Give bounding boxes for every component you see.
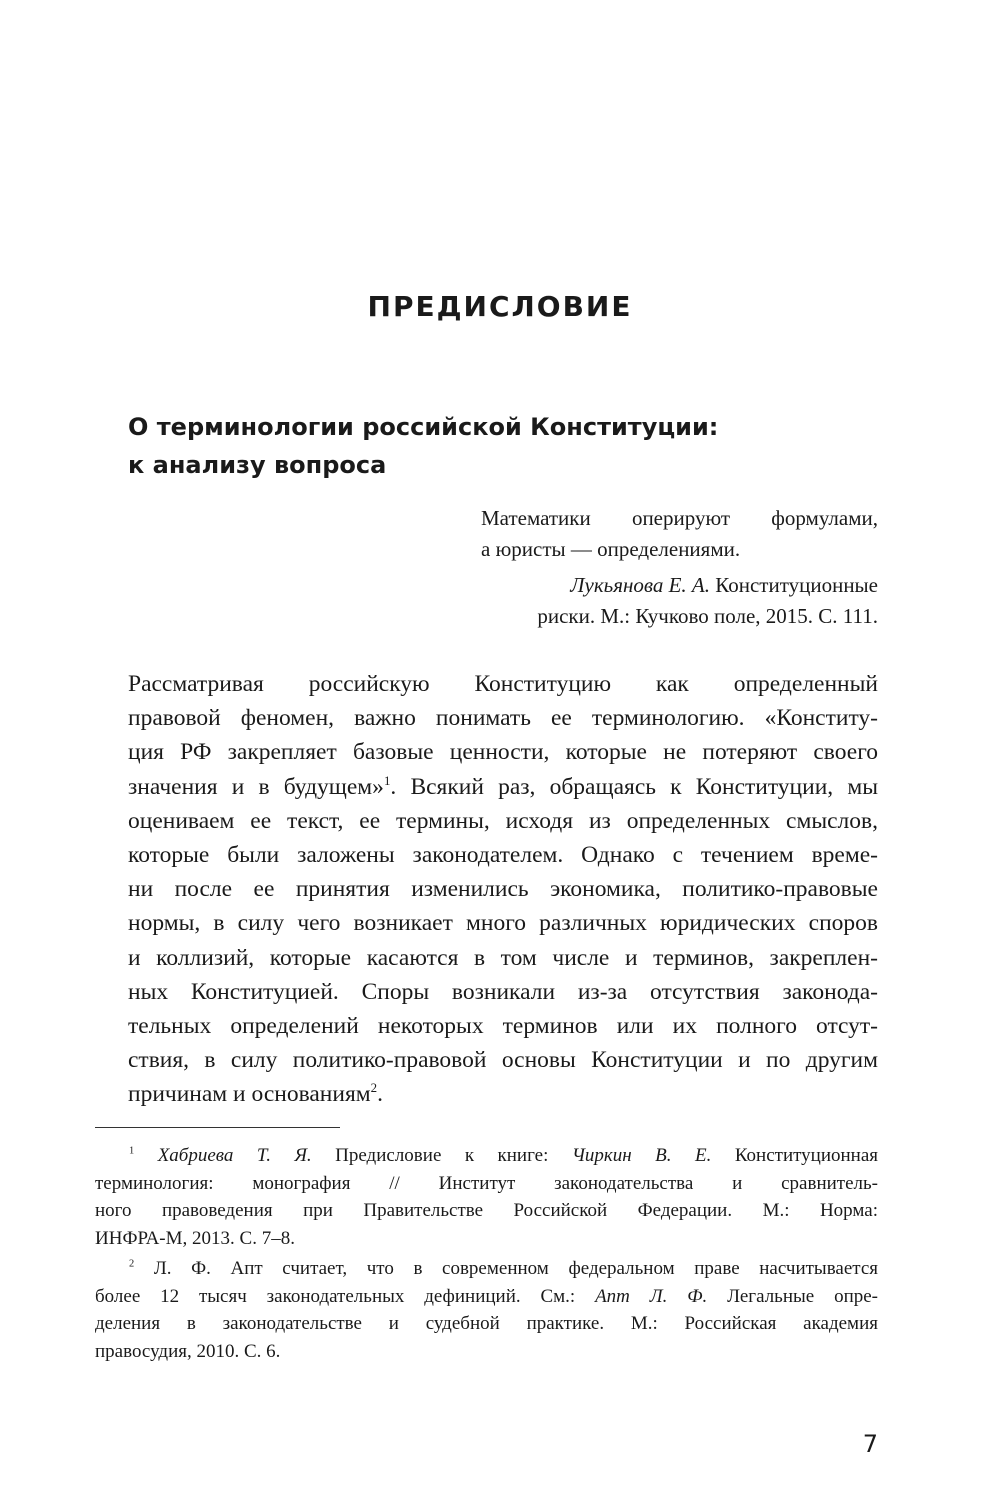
paragraph-line: которые были заложены законодателем. Однако с течением време-	[128, 842, 878, 869]
paragraph-line	[128, 770, 878, 804]
paragraph-line: ных Конституцией. Споры возникали из-за отсутствия законода-	[128, 978, 878, 1005]
footnote-line	[95, 1283, 878, 1311]
main-paragraph	[128, 667, 878, 1112]
paragraph-line	[128, 1077, 878, 1111]
section-title-line-1: О терминологии российской Конституции:	[128, 413, 719, 441]
paragraph-line: нормы, в силу чего возникает много различных юридических споров	[128, 910, 878, 937]
paragraph-text: . Всякий раз, обращаясь к Конституции, мы	[390, 773, 878, 800]
paragraph-line: Рассматривая российскую Конституцию как определенный	[128, 671, 878, 697]
footnote-2	[95, 1255, 878, 1283]
epigraph-source-line-2: риски. М.: Кучково поле, 2015. С. 111.	[537, 604, 878, 628]
footnote-2-marker: 2	[129, 1258, 135, 1270]
epigraph-source-title: Конституционные	[710, 573, 878, 597]
footnotes	[95, 1142, 878, 1365]
footnote-text: Легальные опре-	[707, 1285, 878, 1307]
paragraph-line: и коллизий, которые касаются в том числе и терминов, закреплен-	[128, 944, 878, 971]
epigraph-source-line-1	[481, 570, 878, 601]
paragraph-line: ция РФ закрепляет базовые ценности, которые не потеряют своего	[128, 739, 878, 766]
footnote-1	[95, 1142, 878, 1170]
epigraph-quote-line-1: Математики оперируют формулами,	[481, 506, 878, 530]
footnote-separator	[95, 1127, 340, 1128]
footnote-2-author: Апт Л. Ф.	[595, 1285, 708, 1307]
paragraph-line: ни после ее принятия изменились экономика, политико-правовые	[128, 876, 878, 903]
footnote-line: ного правоведения при Правительстве Российской Федерации. М.: Норма:	[95, 1200, 878, 1221]
paragraph-text: причинам и основаниям	[128, 1081, 371, 1108]
footnote-ref-1: 1	[383, 772, 391, 788]
section-title	[128, 408, 888, 484]
footnote-line: терминология: монография // Институт законодательства и сравнитель-	[95, 1172, 878, 1194]
footnote-ref-2: 2	[370, 1080, 378, 1096]
footnote-line: ИНФРА-М, 2013. С. 7–8.	[95, 1227, 295, 1249]
paragraph-line: правовой феномен, важно понимать ее терминологию. «Конститу-	[128, 705, 878, 732]
footnote-text: более 12 тысяч законодательных дефиниций. См.:	[95, 1285, 596, 1307]
footnote-1-author: Хабриева Т. Я.	[157, 1145, 312, 1166]
footnote-text: Предисловие к книге:	[311, 1145, 572, 1166]
paragraph-line: ствия, в силу политико-правовой основы Конституции и по другим	[128, 1047, 878, 1074]
paragraph-text: значения и в будущем»	[128, 773, 384, 800]
chapter-title: ПРЕДИСЛОВИЕ	[367, 290, 633, 323]
page-number: 7	[862, 1430, 878, 1458]
footnote-1-marker: 1	[129, 1145, 135, 1157]
footnote-line: правосудия, 2010. С. 6.	[95, 1340, 281, 1362]
paragraph-line: оцениваем ее текст, ее термины, исходя из определенных смыслов,	[128, 807, 878, 834]
paragraph-line: тельных определений некоторых терминов или их полного отсут-	[128, 1013, 878, 1040]
section-title-line-2: к анализу вопроса	[128, 451, 387, 479]
footnote-1-author-2: Чиркин В. Е.	[571, 1145, 712, 1166]
footnote-text: Л. Ф. Апт считает, что в современном федеральном праве насчитывается	[134, 1258, 878, 1279]
footnote-line: деления в законодательстве и судебной практике. М.: Российская академия	[95, 1313, 878, 1334]
epigraph	[481, 503, 878, 632]
footnote-text: Конституционная	[711, 1145, 879, 1166]
paragraph-text: .	[377, 1081, 383, 1108]
epigraph-author: Лукьянова Е. А.	[570, 573, 711, 597]
epigraph-quote-line-2: а юристы — определениями.	[481, 537, 741, 561]
